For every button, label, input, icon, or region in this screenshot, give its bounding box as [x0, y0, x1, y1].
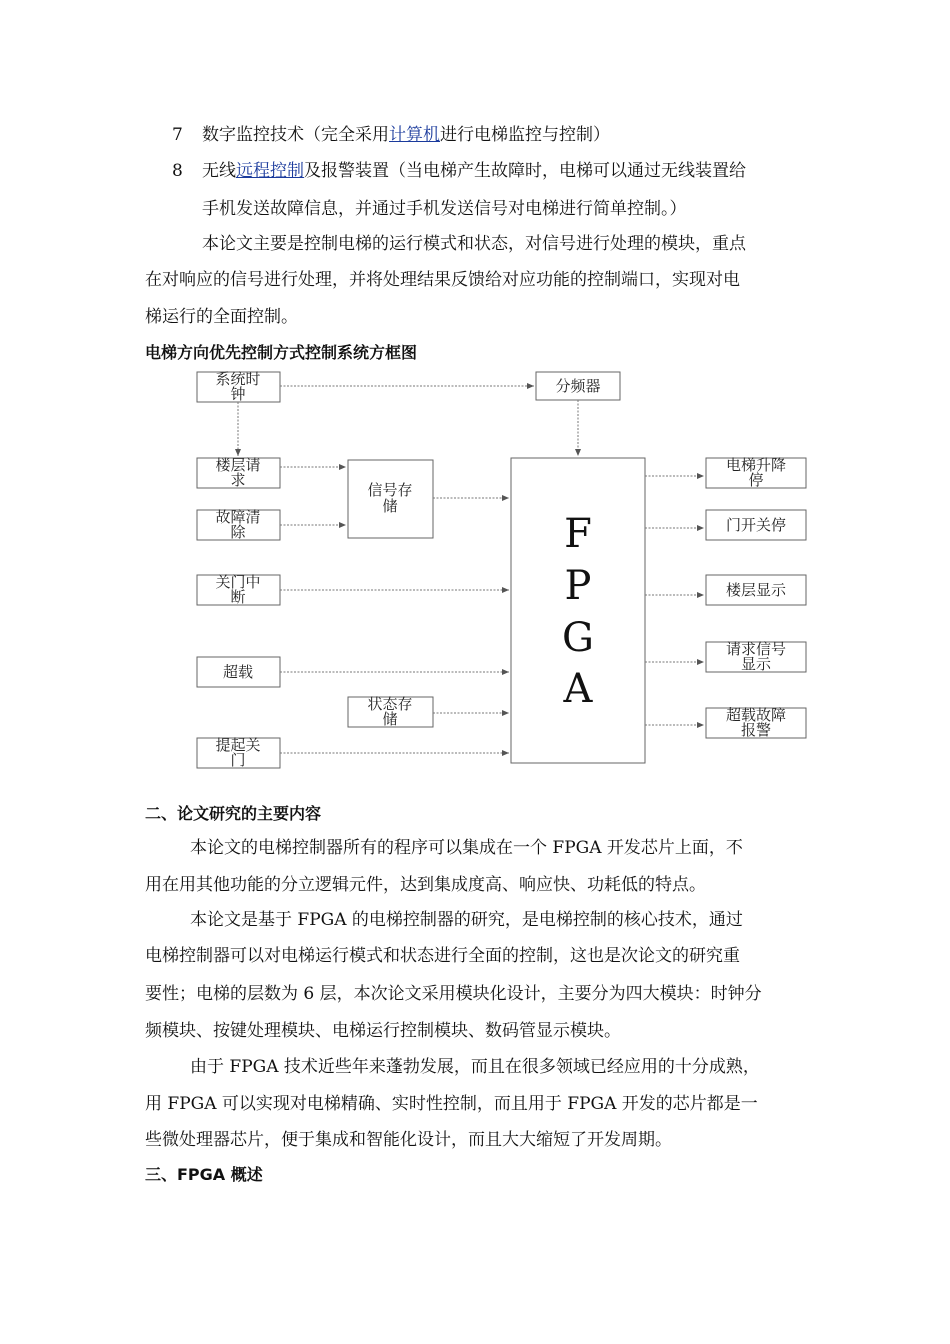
list-text: 数字监控技术（完全采用 [202, 125, 389, 145]
clock-label-2: 钟 [230, 385, 246, 403]
paragraph-line: 本论文的电梯控制器所有的程序可以集成在一个 FPGA 开发芯片上面，不 [190, 838, 743, 858]
output-label: 楼层显示 [725, 581, 787, 599]
fpga-letter: G [562, 615, 594, 661]
input-label: 提起关 [215, 736, 261, 754]
input-label: 断 [230, 588, 246, 606]
input-label: 门 [230, 751, 246, 769]
list-item-8 [172, 160, 746, 182]
state-store-label: 状态存 [367, 695, 413, 713]
fpga-box [511, 458, 645, 763]
input-label: 故障清 [215, 508, 261, 526]
signal-store-label: 信号存 [367, 481, 413, 499]
paragraph-line: 用 FPGA 可以实现对电梯精确、实时性控制，而且用于 FPGA 开发的芯片都是一 [145, 1094, 758, 1114]
input-label: 求 [230, 471, 246, 489]
input-label: 除 [230, 523, 246, 541]
state-store-label: 储 [382, 710, 398, 728]
paragraph-line: 在对响应的信号进行处理，并将处理结果反馈给对应功能的控制端口，实现对电 [145, 270, 740, 290]
fpga-letter: F [564, 511, 592, 557]
list-item-7 [172, 124, 610, 146]
list-number: 8 [172, 161, 183, 181]
input-label: 关门中 [215, 573, 261, 591]
output-label: 报警 [740, 721, 772, 739]
output-label: 门开关停 [725, 516, 787, 534]
list-text: 无线 [202, 161, 236, 181]
diagram-title: 电梯方向优先控制方式控制系统方框图 [145, 343, 418, 362]
output-label: 显示 [740, 655, 772, 673]
fpga-letter: P [564, 563, 592, 609]
paragraph-line: 本论文主要是控制电梯的运行模式和状态，对信号进行处理的模块，重点 [202, 234, 746, 254]
output-label: 超载故障 [725, 706, 787, 724]
list-item-8-continuation: 手机发送故障信息，并通过手机发送信号对电梯进行简单控制。） [202, 199, 687, 219]
input-label: 楼层请 [215, 456, 261, 474]
link-remote-control[interactable]: 远程控制 [236, 161, 304, 181]
paragraph-line: 些微处理器芯片，便于集成和智能化设计，而且大大缩短了开发周期。 [145, 1130, 672, 1150]
input-label: 超载 [222, 663, 254, 681]
link-computer[interactable]: 计算机 [389, 125, 440, 145]
paragraph-line: 用在用其他功能的分立逻辑元件，达到集成度高、响应快、功耗低的特点。 [145, 875, 706, 895]
paragraph-line: 要性；电梯的层数为 6 层，本次论文采用模块化设计，主要分为四大模块：时钟分 [145, 984, 762, 1004]
list-text: 进行电梯监控与控制） [440, 125, 610, 145]
paragraph-line: 本论文是基于 FPGA 的电梯控制器的研究，是电梯控制的核心技术，通过 [190, 910, 743, 930]
divider-label: 分频器 [555, 377, 601, 395]
fpga-letter: A [563, 666, 593, 712]
output-label: 停 [748, 471, 764, 489]
signal-store-label: 储 [382, 497, 398, 515]
paragraph-line: 频模块、按键处理模块、电梯运行控制模块、数码管显示模块。 [145, 1021, 621, 1041]
section-heading: 三、FPGA 概述 [145, 1165, 263, 1184]
list-text: 及报警装置（当电梯产生故障时，电梯可以通过无线装置给 [304, 161, 746, 181]
list-number: 7 [172, 125, 183, 145]
output-label: 电梯升降 [725, 456, 787, 474]
block-diagram [0, 360, 950, 780]
clock-label-1: 系统时 [215, 370, 261, 388]
paragraph-line: 电梯控制器可以对电梯运行模式和状态进行全面的控制，这也是次论文的研究重 [145, 946, 740, 966]
section-heading: 二、论文研究的主要内容 [145, 804, 322, 823]
paragraph-line: 梯运行的全面控制。 [145, 307, 298, 327]
output-label: 请求信号 [725, 640, 787, 658]
paragraph-line: 由于 FPGA 技术近些年来蓬勃发展，而且在很多领域已经应用的十分成熟， [190, 1057, 760, 1077]
